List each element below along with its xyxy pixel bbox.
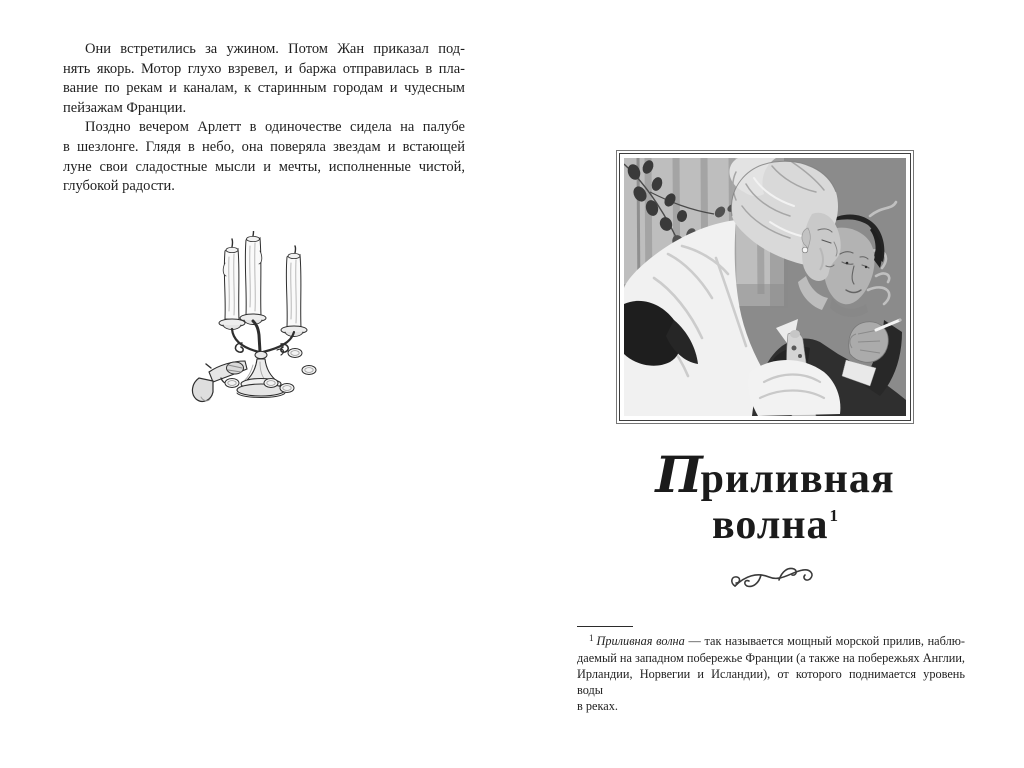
text-line: нять якорь. Мотор глухо взревел, и баржа отправилась в пла- — [63, 60, 465, 77]
chapter-title-initial: П — [655, 445, 703, 504]
chapter-title-word2: волна — [711, 502, 829, 548]
footnote-text: — так называется мощный морской прилив, наблю- — [688, 634, 965, 648]
footnote-line: Ирландии, Норвегии и Исландии), от которого поднимается уровень воды — [577, 667, 965, 697]
footnote — [577, 626, 965, 714]
chapter-title-line1 — [575, 445, 975, 504]
footnote-line: даемый на западном побережье Франции (а также на побережьях Англии, — [577, 651, 965, 665]
text-line: луне свои сладостные мысли и мечты, исполненные чистой, — [63, 158, 465, 175]
frame-inner-border — [619, 153, 911, 421]
section-ornament — [727, 556, 819, 600]
paragraph — [63, 40, 465, 118]
text-line: глубокой радости. — [63, 178, 175, 195]
framed-illustration — [616, 150, 914, 424]
text-line: Поздно вечером Арлетт в одиночестве сидела на палубе — [85, 119, 465, 136]
chapter-title-rest: риливная — [700, 456, 895, 502]
title-footnote-ref: 1 — [829, 506, 840, 525]
text-line: пейзажам Франции. — [63, 99, 187, 116]
text-line: в шезлонге. Глядя в небо, она поверяла звездам и встающей — [63, 138, 465, 155]
candelabra-illustration — [187, 231, 347, 405]
footnote-marker: 1 — [589, 633, 594, 643]
paragraph — [63, 118, 465, 196]
text-line: Они встретились за ужином. Потом Жан приказал под- — [85, 41, 465, 57]
footnote-line: в реках. — [577, 699, 618, 713]
chapter-title — [575, 445, 975, 556]
body-text — [63, 40, 465, 197]
footnote-rule — [577, 626, 633, 627]
text-line: вание по рекам и каналам, к старинным городам и чудесным — [63, 80, 465, 97]
chapter-title-line2 — [575, 502, 975, 556]
footnote-term: Приливная волна — [596, 634, 685, 648]
vine-flourish-icon — [727, 556, 819, 600]
couple-drawing — [624, 158, 906, 416]
footnote-line — [577, 633, 965, 650]
